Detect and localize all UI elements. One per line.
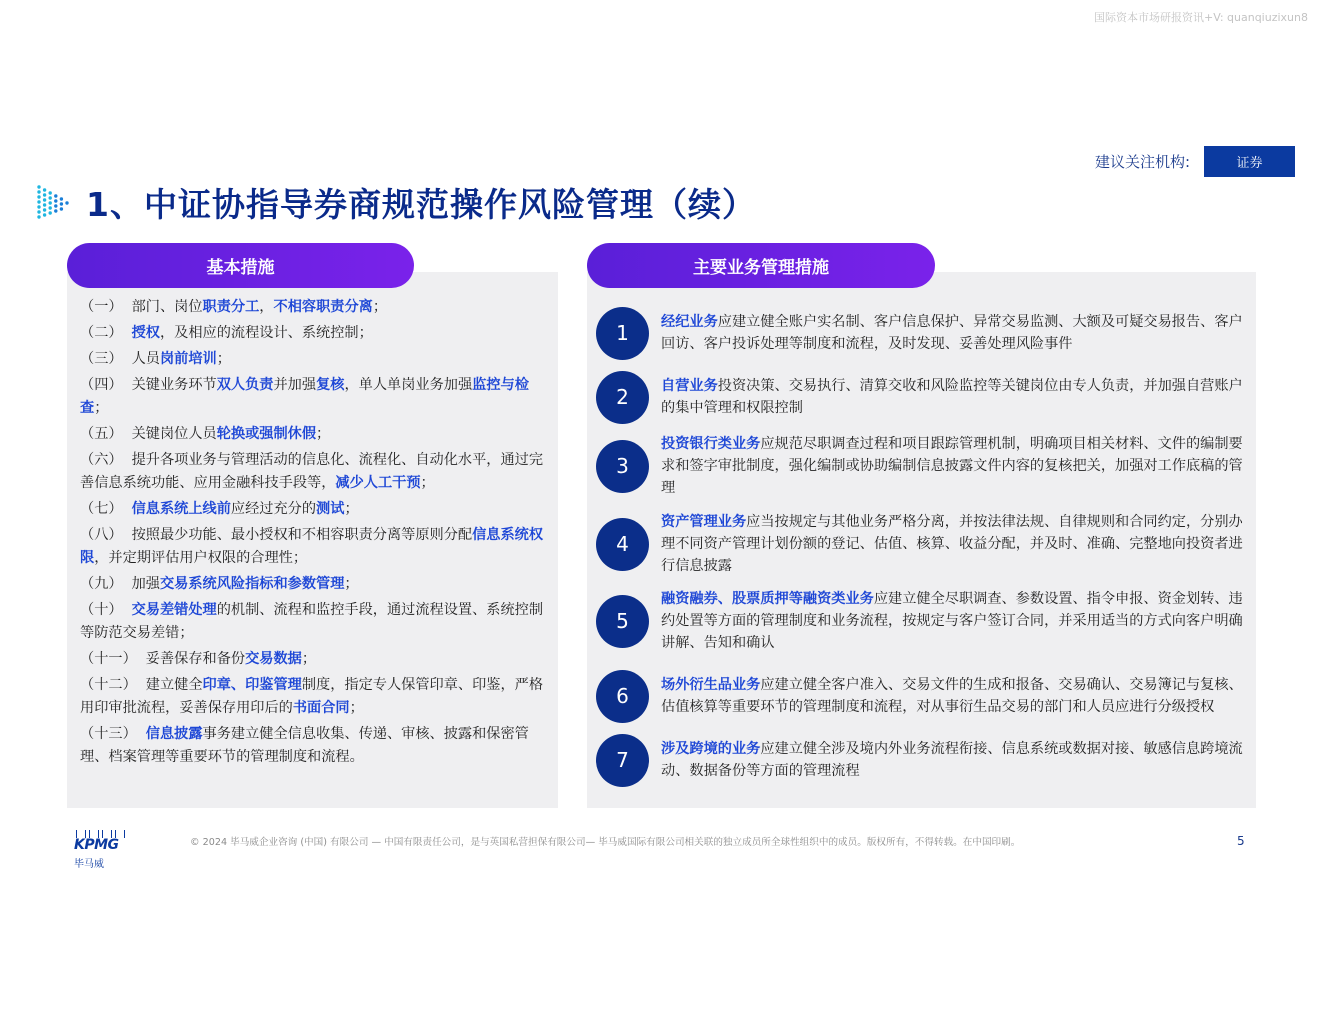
body-text: ； (349, 700, 364, 716)
body-text: 应当按规定与其他业务严格分离，并按法律法规、自律规则和合同约定，分别办理不同资产管理计划份额的登记、估值、核算、收益分配，并及时、准确、完整地向投资者进行信息披露 (661, 514, 1243, 574)
item-number: （十） (80, 602, 123, 618)
body-text: 应建立健全客户准入、交易文件的生成和报备、交易确认、交易簿记与复核、估值核算等重要环节的管理制度和流程，对从事衍生品交易的部门和人员应进行分级授权 (661, 677, 1243, 715)
highlight-text: 交易差错处理 (131, 602, 217, 618)
body-text: ， (259, 299, 274, 315)
body-text: 制度，指定专人保管印章、印鉴，严格用印审批流程，妥善保存用印后的 (80, 677, 544, 716)
body-text: 按照最少功能、最小授权和不相容职责分离等原则分配 (131, 527, 473, 543)
business-measure-item (596, 591, 1252, 651)
basic-measure-item (80, 648, 548, 671)
item-number-circle: 1 (596, 307, 649, 360)
copyright-footer: © 2024 毕马威企业咨询 (中国) 有限公司 — 中国有限责任公司，是与英国私营担保有限公司— 毕马威国际有限公司相关联的独立成员所全球性组织中的成员。版权所有，不得转载。在中国印刷。 (190, 837, 1021, 848)
highlight-text: 交易系统风险指标和参数管理 (159, 576, 345, 592)
item-number-circle: 2 (596, 371, 649, 424)
body-text: ； (344, 576, 359, 592)
watermark-text: 国际资本市场研报资讯+V: quanqiuzixun8 (1093, 11, 1308, 24)
highlight-text: 经纪业务 (661, 314, 718, 330)
body-text: 人员 (131, 351, 160, 367)
highlight-text: 信息披露 (145, 726, 203, 742)
highlight-text: 自营业务 (661, 378, 718, 394)
item-number: （三） (80, 351, 123, 367)
body-text: 关键业务环节 (131, 377, 217, 393)
business-measure-text (661, 311, 1252, 355)
recommend-badge: 证券 (1204, 146, 1295, 177)
highlight-text: 交易数据 (245, 651, 302, 667)
page-number: 5 (1237, 834, 1245, 848)
body-text: 关键岗位人员 (131, 426, 217, 442)
highlight-text: 资产管理业务 (661, 514, 747, 530)
item-number-circle: 4 (596, 518, 649, 571)
basic-measure-item (80, 674, 548, 720)
body-text: ； (216, 351, 231, 367)
title-row (36, 180, 756, 224)
highlight-text: 复核 (316, 377, 345, 393)
item-number: （九） (80, 576, 123, 592)
business-measure-item (596, 733, 1252, 787)
body-text: 加强 (131, 576, 160, 592)
highlight-text: 不相容职责分离 (273, 299, 373, 315)
body-text: 应规范尽职调查过程和项目跟踪管理机制，明确项目相关材料、文件的编制要求和签字审批制度，强化编制或协助编制信息披露文件内容的复核把关，加强对工作底稿的管理 (661, 436, 1243, 496)
body-text: ； (372, 299, 388, 315)
highlight-text: 书面合同 (292, 700, 350, 716)
highlight-text: 印章、印鉴管理 (202, 677, 302, 693)
body-text: ； (94, 400, 109, 416)
body-text: ； (344, 501, 359, 517)
basic-measure-item (80, 322, 548, 345)
body-text: 建立健全 (145, 677, 203, 693)
highlight-text: 减少人工干预 (335, 475, 421, 491)
item-number: （六） (80, 452, 123, 468)
item-number: （五） (80, 426, 123, 442)
recommend-box (1095, 146, 1295, 177)
basic-measure-item (80, 348, 548, 371)
business-measure-text (661, 674, 1252, 718)
business-measure-item (596, 370, 1252, 424)
kpmg-logo (74, 830, 130, 870)
body-text: ，并定期评估用户权限的合理性； (94, 550, 308, 566)
body-text: 应建立健全账户实名制、客户信息保护、异常交易监测、大额及可疑交易报告、客户回访、客户投诉处理等制度和流程，及时发现、妥善处理风险事件 (661, 314, 1243, 352)
item-number: （二） (80, 325, 123, 341)
basic-measure-item (80, 374, 548, 420)
highlight-text: 信息系统权限 (80, 527, 544, 566)
business-measure-item (596, 436, 1252, 496)
basic-measure-item (80, 423, 548, 446)
item-number-circle: 7 (596, 734, 649, 787)
business-measure-text (661, 738, 1252, 782)
body-text: 妥善保存和备份 (145, 651, 246, 667)
business-measure-text (661, 511, 1252, 577)
item-number-circle: 6 (596, 670, 649, 723)
highlight-text: 测试 (316, 501, 345, 517)
business-measure-item (596, 514, 1252, 574)
body-text: 部门、岗位 (131, 299, 203, 315)
body-text: ，单人单岗业务加强 (344, 377, 473, 393)
basic-measures-list (80, 296, 548, 772)
highlight-text: 融资融券、股票质押等融资类业务 (661, 591, 874, 607)
item-number: （十一） (80, 651, 137, 667)
item-number: （一） (80, 299, 123, 315)
business-measure-text (661, 433, 1252, 499)
highlight-text: 轮换或强制休假 (216, 426, 317, 442)
item-number: （七） (80, 501, 123, 517)
item-number-circle: 5 (596, 595, 649, 648)
kpmg-logo-text: KPMG (74, 837, 119, 853)
basic-measure-item (80, 573, 548, 596)
recommend-label: 建议关注机构: (1094, 153, 1190, 171)
basic-measure-item (80, 296, 548, 319)
item-number: （十三） (80, 726, 137, 742)
body-text: 应建立健全涉及境内外业务流程衔接、信息系统或数据对接、敏感信息跨境流动、数据备份等方面的管理流程 (661, 741, 1243, 779)
body-text: 提升各项业务与管理活动的信息化、流程化、自动化水平，通过完善信息系统功能、应用金融科技手段等， (80, 452, 544, 491)
basic-measure-item (80, 498, 548, 521)
highlight-text: 场外衍生品业务 (661, 677, 761, 693)
basic-measure-item (80, 599, 548, 645)
item-number: （十二） (80, 677, 137, 693)
body-text: 事务建立健全信息收集、传递、审核、披露和保密管理、档案管理等重要环节的管理制度和流程。 (80, 726, 529, 765)
business-measure-text (661, 375, 1252, 419)
item-number: （八） (80, 527, 123, 543)
body-text: ，及相应的流程设计、系统控制； (159, 325, 373, 341)
body-text: 应经过充分的 (230, 501, 317, 517)
highlight-text: 岗前培训 (159, 351, 217, 367)
highlight-text: 双人负责 (216, 377, 274, 393)
body-text: 投资决策、交易执行、清算交收和风险监控等关键岗位由专人负责，并加强自营账户的集中管理和权限控制 (661, 378, 1243, 416)
page-title: 1、中证协指导券商规范操作风险管理（续） (86, 184, 756, 224)
business-measure-item (596, 666, 1252, 726)
kpmg-logo-cn: 毕马威 (74, 859, 104, 870)
body-text: 并加强 (273, 377, 317, 393)
basic-measures-header: 基本措施 (67, 243, 414, 288)
highlight-text: 涉及跨境的业务 (661, 741, 761, 757)
business-measure-item (596, 306, 1252, 360)
basic-measure-item (80, 449, 548, 495)
body-text: ； (316, 426, 331, 442)
body-text: ； (420, 475, 435, 491)
highlight-text: 授权 (131, 325, 160, 341)
play-arrow-icon (36, 183, 72, 221)
item-number-circle: 3 (596, 440, 649, 493)
basic-measure-item (80, 723, 548, 769)
highlight-text: 监控与检查 (80, 377, 529, 416)
highlight-text: 职责分工 (202, 299, 260, 315)
business-measures-header: 主要业务管理措施 (587, 243, 935, 288)
body-text: 的机制、流程和监控手段，通过流程设置、系统控制等防范交易差错； (80, 602, 544, 641)
business-measure-text (661, 588, 1252, 654)
body-text: 应建立健全尽职调查、参数设置、指令申报、资金划转、违约处置等方面的管理制度和业务流程，按规定与客户签订合同，并采用适当的方式向客户明确讲解、告知和确认 (661, 591, 1243, 651)
body-text: ； (301, 651, 317, 667)
highlight-text: 投资银行类业务 (661, 436, 761, 452)
item-number: （四） (80, 377, 123, 393)
basic-measure-item (80, 524, 548, 570)
highlight-text: 信息系统上线前 (131, 501, 231, 517)
